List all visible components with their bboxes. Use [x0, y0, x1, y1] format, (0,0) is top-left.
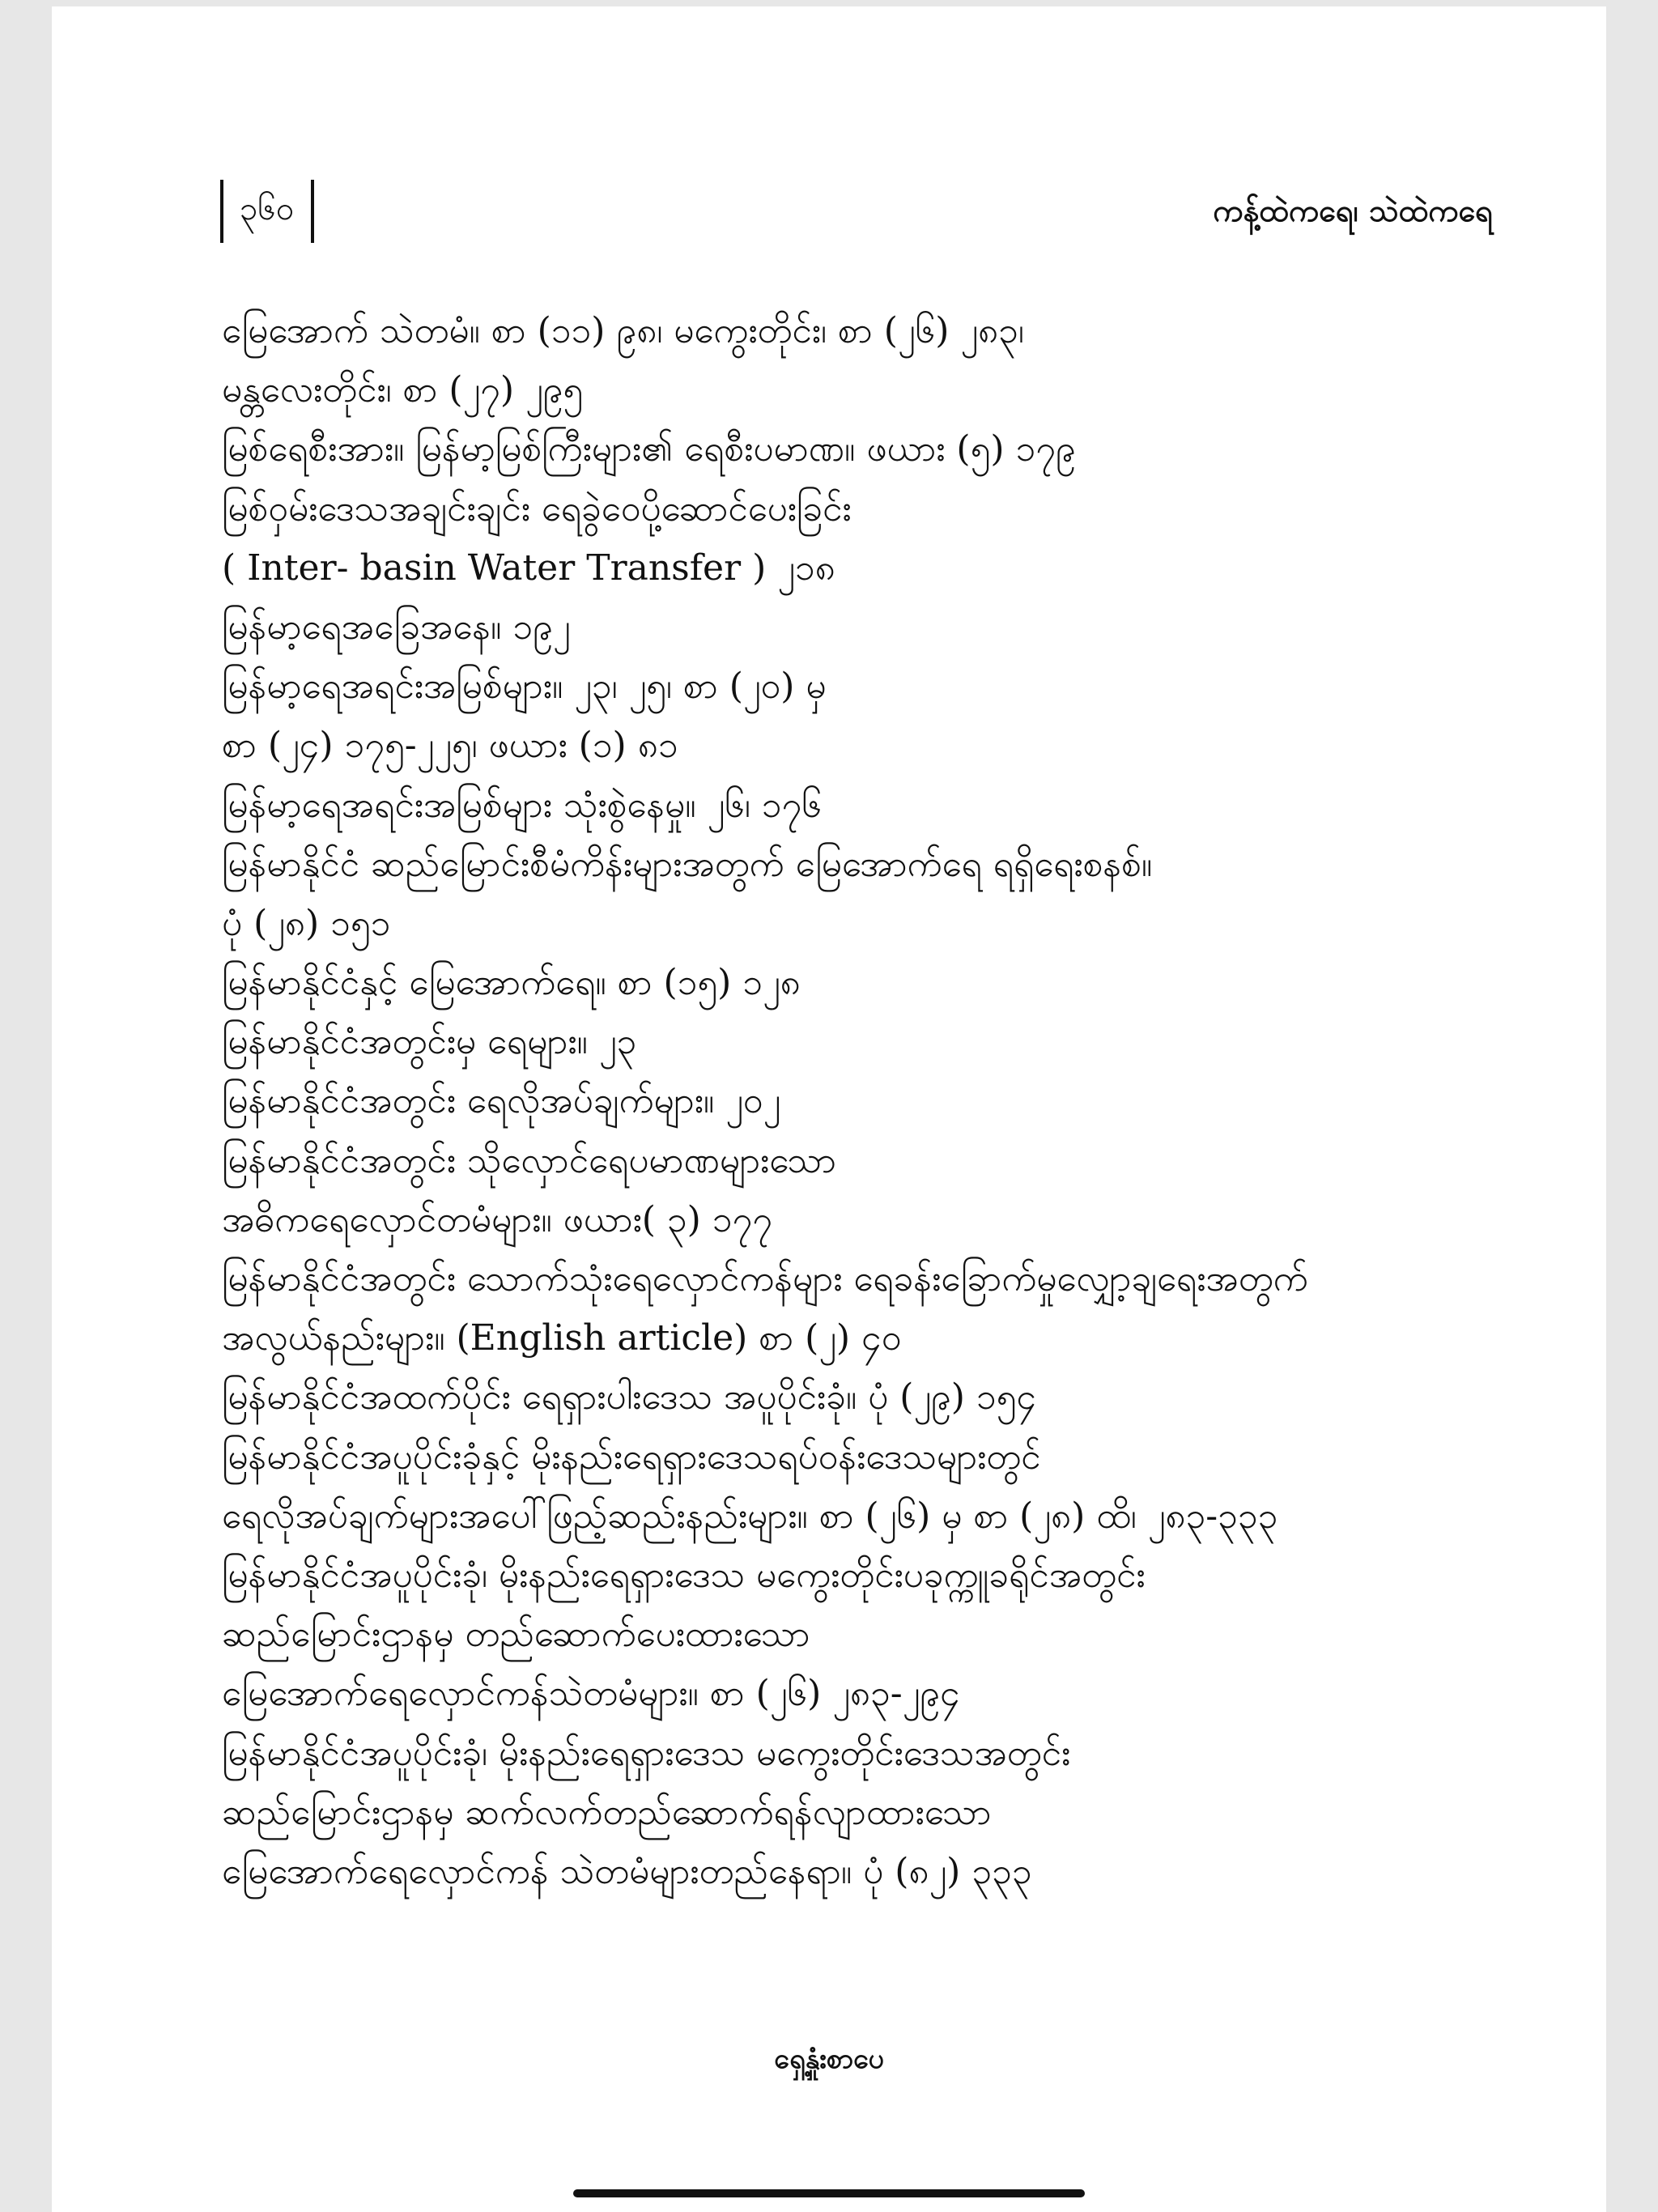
index-entry-line: မန္တလေးတိုင်း၊ စာ (၂၇) ၂၉၅: [222, 369, 584, 411]
index-entry-line: မြန်မာနိုင်ငံအပူပိုင်းခုံ၊ မိုးနည်းရေရှားဒေသ မကွေးတိုင်းပခုက္ကူခရိုင်အတွင်း: [222, 1554, 1146, 1596]
index-entry-line: မြန်မာနိုင်ငံအပူပိုင်းခုံ၊ မိုးနည်းရေရှားဒေသ မကွေးတိုင်းဒေသအတွင်း: [222, 1732, 1071, 1774]
index-entry-line: အဓိကရေလှောင်တမံများ။ ဖယား( ၃) ၁၇၇: [222, 1198, 773, 1240]
index-entry-line: အလွယ်နည်းများ။ (English article) စာ (၂) ၄၀: [222, 1317, 902, 1359]
index-entry-line: ဆည်မြောင်းဌာနမှ ဆက်လက်တည်ဆောက်ရန်လျာထားသော: [222, 1791, 992, 1833]
index-entry-line: မြန်မာနိုင်ငံအတွင်း သောက်သုံးရေလှောင်ကန်များ ရေခန်းခြောက်မှုလျှော့ချရေးအတွက်: [222, 1258, 1308, 1300]
index-entry-line: ( Inter- basin Water Transfer ) ၂၁၈: [222, 547, 835, 589]
running-head-title: ကန့်ထဲကရေ၊ သဲထဲကရေ: [1213, 193, 1493, 228]
index-entry-list: [222, 301, 1550, 1901]
index-entry-line: မြေအောက်ရေလှောင်ကန်သဲတမံများ။ စာ (၂၆) ၂၈၃-၂၉၄: [222, 1673, 960, 1715]
index-entry-line: မြန်မာနိုင်ငံအတွင်း သိုလှောင်ရေပမာဏများသော: [222, 1139, 837, 1181]
index-entry-line: မြန်မာ့ရေအရင်းအမြစ်များ သုံးစွဲနေမှု။ ၂၆၊ ၁၇၆: [222, 784, 823, 826]
publisher-footer: ရှေ့နှုံးစာပေ: [774, 2043, 884, 2075]
page-header: [220, 177, 1493, 249]
page-number-box: [220, 177, 314, 246]
page-number-right-rule: [311, 180, 314, 243]
index-entry-line: မြစ်ဝှမ်းဒေသအချင်းချင်း ရေခွဲဝေပို့ဆောင်ပေးခြင်း: [222, 487, 852, 530]
index-entry-line: မြေအောက်ရေလှောင်ကန် သဲတမံများတည်နေရာ။ ပုံ (၈၂) ၃၃၃: [222, 1850, 1032, 1892]
index-entry-line: ဆည်မြောင်းဌာနမှ တည်ဆောက်ပေးထားသော: [222, 1614, 810, 1656]
book-page: [52, 6, 1606, 2212]
index-entry-line: မြစ်ရေစီးအား။ မြန်မာ့မြစ်ကြီးများ၏ ရေစီးပမာဏ။ ဖယား (၅) ၁၇၉: [222, 428, 1076, 470]
index-entry-line: ရေလိုအပ်ချက်များအပေါ်ဖြည့်ဆည်းနည်းများ။ စာ (၂၆) မှ စာ (၂၈) ထိ၊ ၂၈၃-၃၃၃: [222, 1495, 1278, 1537]
index-entry-line: မြန်မာနိုင်ငံအပူပိုင်းခုံနှင့် မိုးနည်းရေရှားဒေသရပ်ဝန်းဒေသများတွင်: [222, 1436, 1041, 1478]
home-indicator[interactable]: [573, 2189, 1085, 2197]
index-entry-line: မြန်မာနိုင်ငံအတွင်း ရေလိုအပ်ချက်များ။ ၂၀၂: [222, 1080, 781, 1122]
index-entry-line: မြန်မာနိုင်ငံနှင့် မြေအောက်ရေ။ စာ (၁၅) ၁၂၈: [222, 962, 801, 1004]
index-entry-line: မြန်မာနိုင်ငံ ဆည်မြောင်းစီမံကိန်းများအတွက် မြေအောက်ရေ ရရှိရေးစနစ်။: [222, 843, 1153, 885]
window-right-edge: [1606, 0, 1658, 2212]
index-entry-line: မြေအောက် သဲတမံ။ စာ (၁၁) ၉၈၊ မကွေးတိုင်း၊ စာ (၂၆) ၂၈၃၊: [222, 310, 1024, 351]
index-entry-line: မြန်မာ့ရေအရင်းအမြစ်များ။ ၂၃၊ ၂၅၊ စာ (၂၀) မှ: [222, 666, 827, 708]
index-entry-line: မြန်မာနိုင်ငံအတွင်းမှ ရေများ။ ၂၃: [222, 1021, 637, 1063]
index-entry-line: မြန်မာနိုင်ငံအထက်ပိုင်း ရေရှားပါးဒေသ အပူပိုင်းခုံ။ ပုံ (၂၉) ၁၅၄: [222, 1376, 1037, 1419]
index-entry-line: မြန်မာ့ရေအခြေအနေ။ ၁၉၂: [222, 606, 571, 648]
window-top-edge: [0, 0, 1658, 6]
window-left-edge: [0, 0, 52, 2212]
page-number: ၃၆၀: [240, 189, 295, 228]
index-entry-line: ပုံ (၂၈) ၁၅၁: [222, 902, 391, 944]
index-entry-line: စာ (၂၄) ၁၇၅-၂၂၅၊ ဖယား (၁) ၈၁: [222, 725, 678, 767]
